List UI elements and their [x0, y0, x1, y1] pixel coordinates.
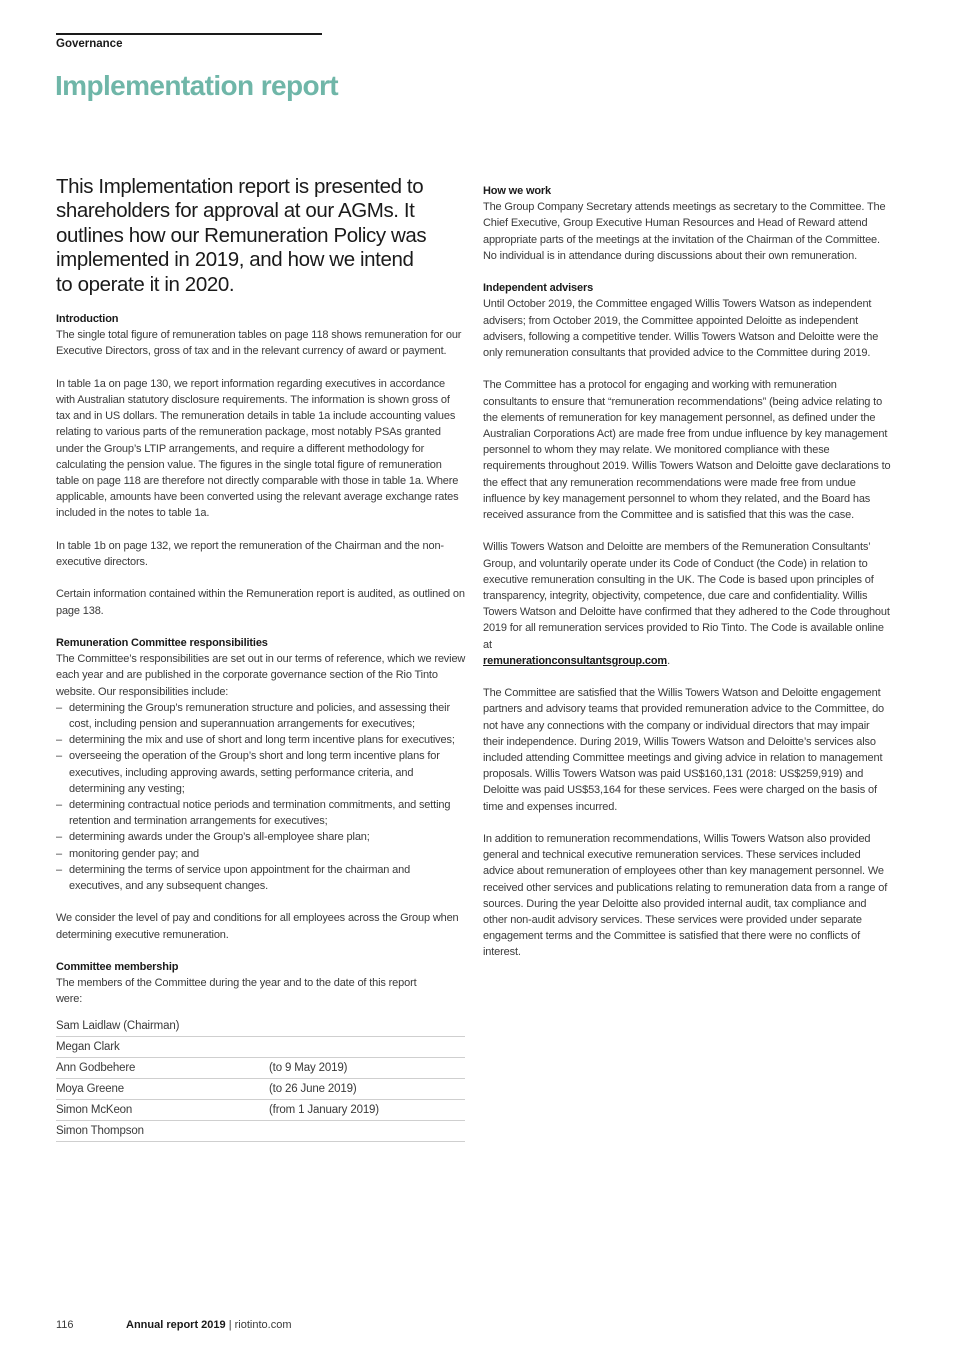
responsibilities-heading: Remuneration Committee responsibilities [56, 637, 268, 650]
member-name: Simon Thompson [56, 1120, 269, 1141]
footer-separator: | [228, 1319, 232, 1331]
intro-paragraph-1: The single total figure of remuneration tables on page 118 shows remuneration for our Executive Directors, gross of tax and in the relevant currency of award or payment. [56, 329, 462, 358]
advisers-paragraph-5: In addition to remuneration recommendations, Willis Towers Watson also provided general and technical executive remuneration services. These services included advice about remuneration of employees other than key management personnel. We received other services and publications relating to remuneration data from a range of sources. During the year Deloitte also provided internal audit, tax compliance and other non-audit advisory services. These services were provided under separate engagement terms and the Committee is satisfied that there were no conflicts of interest. [483, 833, 888, 959]
intro-paragraph-2: In table 1a on page 130, we report information regarding executives in accordance with Australian statutory disclosure requirements. The information is shown gross of tax and in US dollars. The remuneration details in table 1a include accounting values relating to various parts of the remuneration package, most notably PSAs granted under the Group’s LTIP arrangements, and require a different methodology for calculating the pension value. The figures in the single total figure of remuneration table on page 118 are therefore not directly comparable with those in table 1a. Where applicable, amounts have been converted using the relevant average exchange rates included in the notes to table 1a. [56, 377, 459, 520]
page-footer [56, 1319, 291, 1331]
member-note: (to 9 May 2019) [269, 1057, 465, 1078]
intro-paragraph-3: In table 1b on page 132, we report the remuneration of the Chairman and the non-executive directors. [56, 539, 444, 569]
lead-paragraph: This Implementation report is presented to shareholders for approval at our AGMs. It outlines how our Remuneration Policy was implemented in 2019, and how we intend to operate it in 2020. [56, 175, 427, 296]
list-item: – monitoring gender pay; and [56, 846, 466, 862]
list-item: – determining the Group’s remuneration structure and policies, and assessing their cost, including pension and superannuation arrangements for executives; [56, 700, 466, 732]
left-column [56, 175, 466, 1142]
table-row [56, 1036, 465, 1057]
introduction-heading: Introduction [56, 313, 119, 326]
member-name: Simon McKeon [56, 1099, 269, 1120]
member-name: Moya Greene [56, 1078, 269, 1099]
table-row [56, 1078, 465, 1099]
advisers-paragraph-3 [483, 539, 893, 669]
list-item: – determining the terms of service upon appointment for the chairman and executives, and any subsequent changes. [56, 862, 466, 894]
intro-paragraph-4: Certain information contained within the Remuneration report is audited, as outlined on page 138. [56, 588, 465, 617]
list-item: – overseeing the operation of the Group’s short and long term incentive plans for executives, including approving awards, setting performance criteria, and determining any vesting; [56, 748, 466, 797]
how-we-work-paragraph: The Group Company Secretary attends meetings as secretary to the Committee. The Chief Executive, Group Executive Human Resources and Head of Reward attend appropriate parts of the meetings at the invitation of the Chairman of the Committee. No individual is in attendance during discussions about their own remuneration. [483, 201, 886, 262]
membership-paragraph: The members of the Committee during the year and to the date of this report were: [56, 977, 417, 1006]
rcg-website-link[interactable]: remunerationconsultantsgroup.com [483, 654, 668, 667]
table-row [56, 1099, 465, 1120]
member-note [269, 1120, 465, 1141]
table-row [56, 1016, 465, 1037]
responsibilities-paragraph: The Committee’s responsibilities are set out in our terms of reference, which we review each year and are published in the corporate governance section of the Rio Tinto website. Our responsibilities include: [56, 653, 466, 698]
member-note: (to 26 June 2019) [269, 1078, 465, 1099]
section-label: Governance [56, 38, 123, 50]
advisers-paragraph-2: The Committee has a protocol for engaging and working with remuneration consultants to ensure that “remuneration recommendations” (being advice relating to the elements of remuneration for key management personnel, as defined under the Australian Corporations Act) are made free from undue influence by key management personnel to whom they may relate. We monitored compliance with these requirements throughout 2019. Willis Towers Watson and Deloitte gave declarations to the effect that any remuneration recommendations were made free from undue influence by key management personnel to whom they related, and the Board has received assurance from the Committee and is satisfied that this was the case. [483, 379, 891, 522]
responsibilities-closing: We consider the level of pay and conditions for all employees across the Group when determining executive remuneration. [56, 912, 459, 941]
how-we-work-heading: How we work [483, 185, 552, 197]
member-note [269, 1036, 465, 1057]
report-title: Annual report 2019 [126, 1319, 226, 1331]
list-item: – determining the mix and use of short and long term incentive plans for executives; [56, 732, 466, 748]
page-number: 116 [56, 1319, 74, 1331]
right-column [483, 183, 893, 977]
advisers-paragraph-4: The Committee are satisfied that the Willis Towers Watson and Deloitte engagement partners and advisory teams that provided remuneration advice to the Committee, do not have any connections with the company or individual directors that may impair their independence. During 2019, Willis Towers Watson and Deloitte’s services also included attending Committee meetings and giving advice in relation to management proposals. Willis Towers Watson was paid US$160,131 (2018: US$259,919) and Deloitte was paid US$53,164 for these services. Fees were charged on the basis of time and expenses incurred. [483, 687, 885, 813]
header-rule [56, 33, 322, 35]
advisers-paragraph-3-text: Willis Towers Watson and Deloitte are members of the Remuneration Consultants’ Group, and voluntarily operate under its Code of Conduct (the Code) in relation to executive remuneration consulting in the UK. The Code is based upon principles of transparency, integrity, objectivity, competence, due care and confidentiality. Willis Towers Watson and Deloitte have confirmed that they adhered to the Code throughout 2019 for all remuneration services provided to Rio Tinto. The Code is available online at [483, 541, 890, 651]
member-name: Ann Godbehere [56, 1057, 269, 1078]
footer-site: riotinto.com [234, 1319, 292, 1331]
list-item: – determining contractual notice periods and termination commitments, and setting retention and termination arrangements for executives; [56, 797, 466, 829]
member-note [269, 1016, 465, 1037]
member-name: Megan Clark [56, 1036, 269, 1057]
table-row [56, 1120, 465, 1141]
advisers-paragraph-1: Until October 2019, the Committee engaged Willis Towers Watson as independent advisers; from October 2019, the Committee appointed Deloitte as independent advisers, following a competitive tender. Willis Towers Watson and Deloitte were the only remuneration consultants that provided advice to the Committee during 2019. [483, 298, 879, 360]
member-note: (from 1 January 2019) [269, 1099, 465, 1120]
table-row [56, 1057, 465, 1078]
list-item: – determining awards under the Group’s all-employee share plan; [56, 829, 466, 845]
page-title: Implementation report [55, 70, 338, 101]
members-table [56, 1016, 465, 1142]
membership-heading: Committee membership [56, 961, 179, 974]
link-period: . [667, 654, 670, 667]
independent-advisers-heading: Independent advisers [483, 282, 594, 295]
member-name: Sam Laidlaw (Chairman) [56, 1016, 269, 1037]
responsibilities-list [56, 700, 466, 894]
